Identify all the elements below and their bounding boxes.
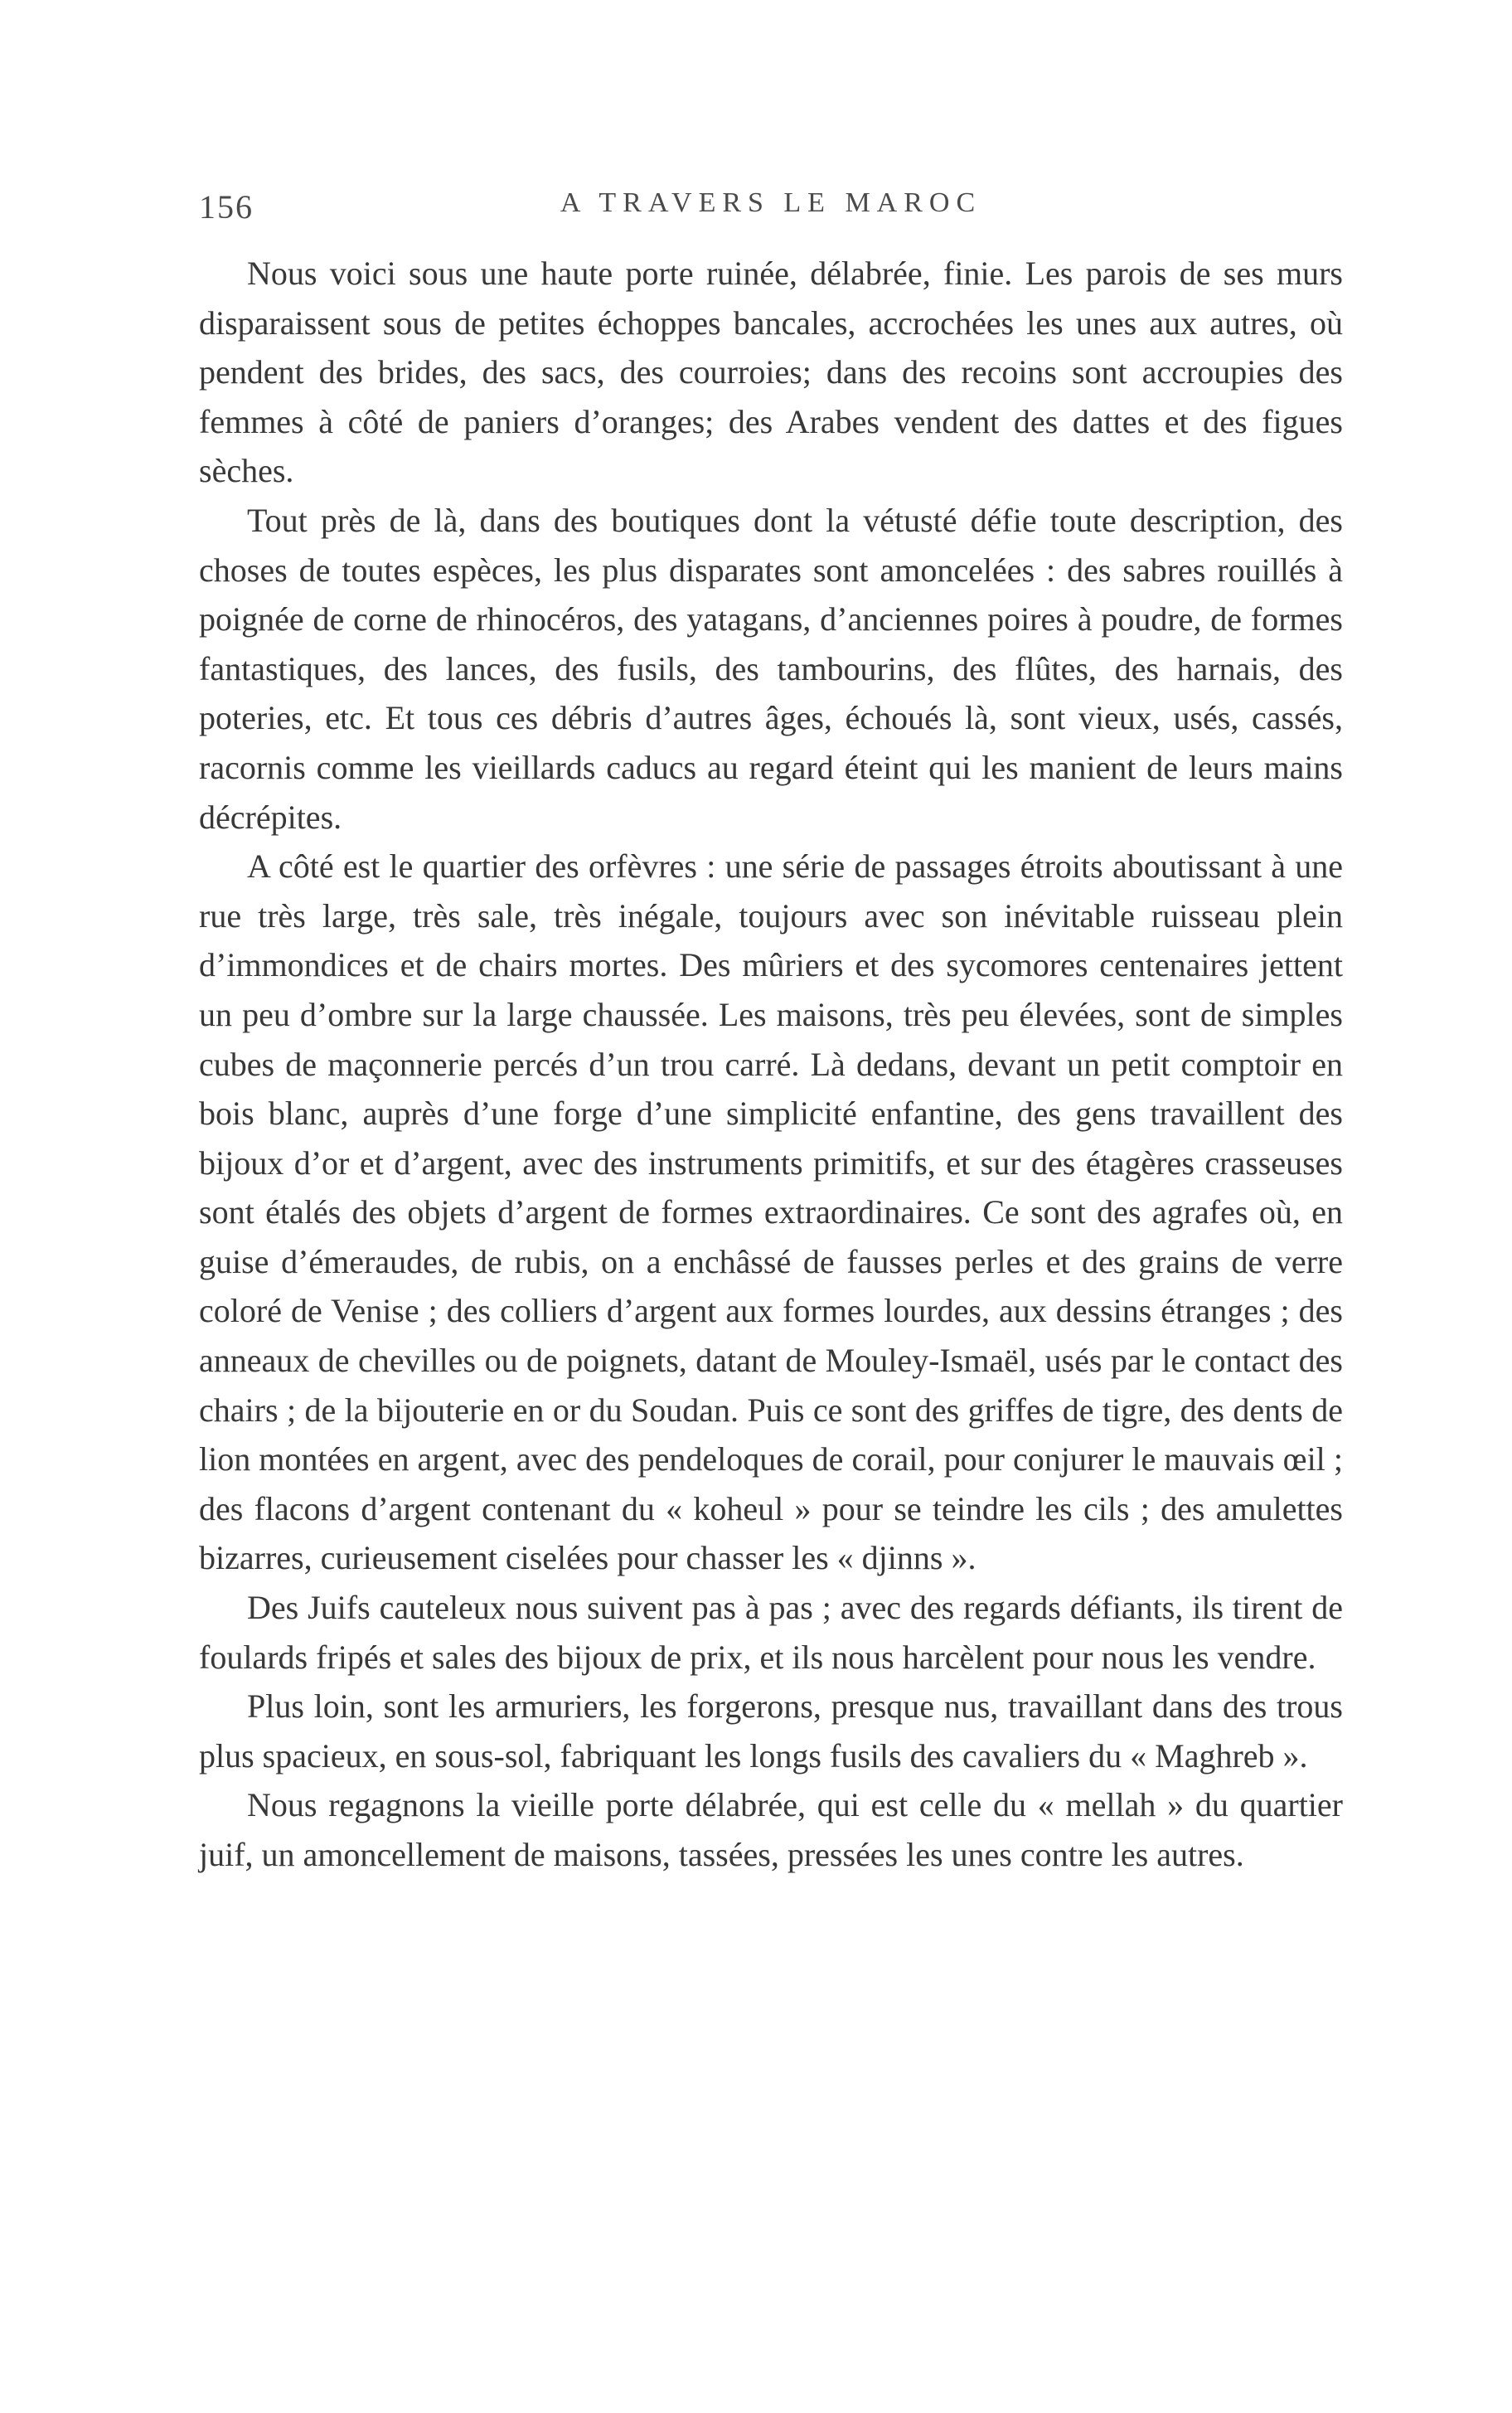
paragraph: Nous regagnons la vieille porte délabrée, qui est celle du « mellah » du quartier juif, un amoncellement de maisons, tassées, pressées les unes contre les autres.: [199, 1786, 1343, 1873]
running-head: [199, 187, 1343, 237]
paragraph: Plus loin, sont les armuriers, les forgerons, presque nus, travaillant dans des trous plus spacieux, en sous-sol, fabriquant les longs fusils des cavaliers du « Maghreb ».: [199, 1687, 1343, 1775]
paragraph: A côté est le quartier des orfèvres : une série de passages étroits aboutissant à une rue très large, très sale, très inégale, toujours avec son inévitable ruisseau plein d’immondices et de chairs mortes. Des mûriers et des sycomores centenaires jettent un peu d’ombre sur la large chaussée. Les maisons, très peu élevées, sont de simples cubes de maçonnerie percés d’un trou carré. Là dedans, devant un petit comptoir en bois blanc, auprès d’une forge d’une simplicité enfantine, des gens travaillent des bijoux d’or et d’argent, avec des instruments primitifs, et sur des étagères crasseuses sont étalés des objets d’argent de formes extraordinaires. Ce sont des agrafes où, en guise d’émeraudes, de rubis, on a enchâssé de fausses perles et des grains de verre coloré de Venise ; des colliers d’argent aux formes lourdes, aux dessins étranges ; des anneaux de chevilles ou de poignets, datant de Mouley-Ismaël, usés par le contact des chairs ; de la bijouterie en or du Soudan. Puis ce sont des griffes de tigre, des dents de lion montées en argent, avec des pendeloques de corail, pour conjurer le mauvais œil ; des flacons d’argent contenant du « koheul » pour se teindre les cils ; des amulettes bizarres, curieusement ciselées pour chasser les « djinns ».: [199, 847, 1343, 1577]
paragraph: Nous voici sous une haute porte ruinée, délabrée, finie. Les parois de ses murs disparaissent sous de petites échoppes bancales, accrochées les unes aux autres, où pendent des brides, des sacs, des courroies; dans des recoins sont accroupies des femmes à côté de paniers d’oranges; des Arabes vendent des dattes et des figues sèches.: [199, 255, 1343, 490]
body-text: [199, 249, 1343, 1880]
page-number: 156: [199, 188, 254, 226]
paragraph: Tout près de là, dans des boutiques dont la vétusté défie toute description, des choses de toutes espèces, les plus disparates sont amoncelées : des sabres rouillés à poignée de corne de rhinocéros, des yatagans, d’anciennes poires à poudre, de formes fantastiques, des lances, des fusils, des tambourins, des flûtes, des harnais, des poteries, etc. Et tous ces débris d’autres âges, échoués là, sont vieux, usés, cassés, racornis comme les vieillards caducs au regard éteint qui les manient de leurs mains décrépites.: [199, 501, 1343, 836]
paragraph: Des Juifs cauteleux nous suivent pas à pas ; avec des regards défiants, ils tirent de foulards fripés et sales des bijoux de prix, et ils nous harcèlent pour nous les vendre.: [199, 1589, 1343, 1676]
running-title: A TRAVERS LE MAROC: [560, 187, 982, 218]
